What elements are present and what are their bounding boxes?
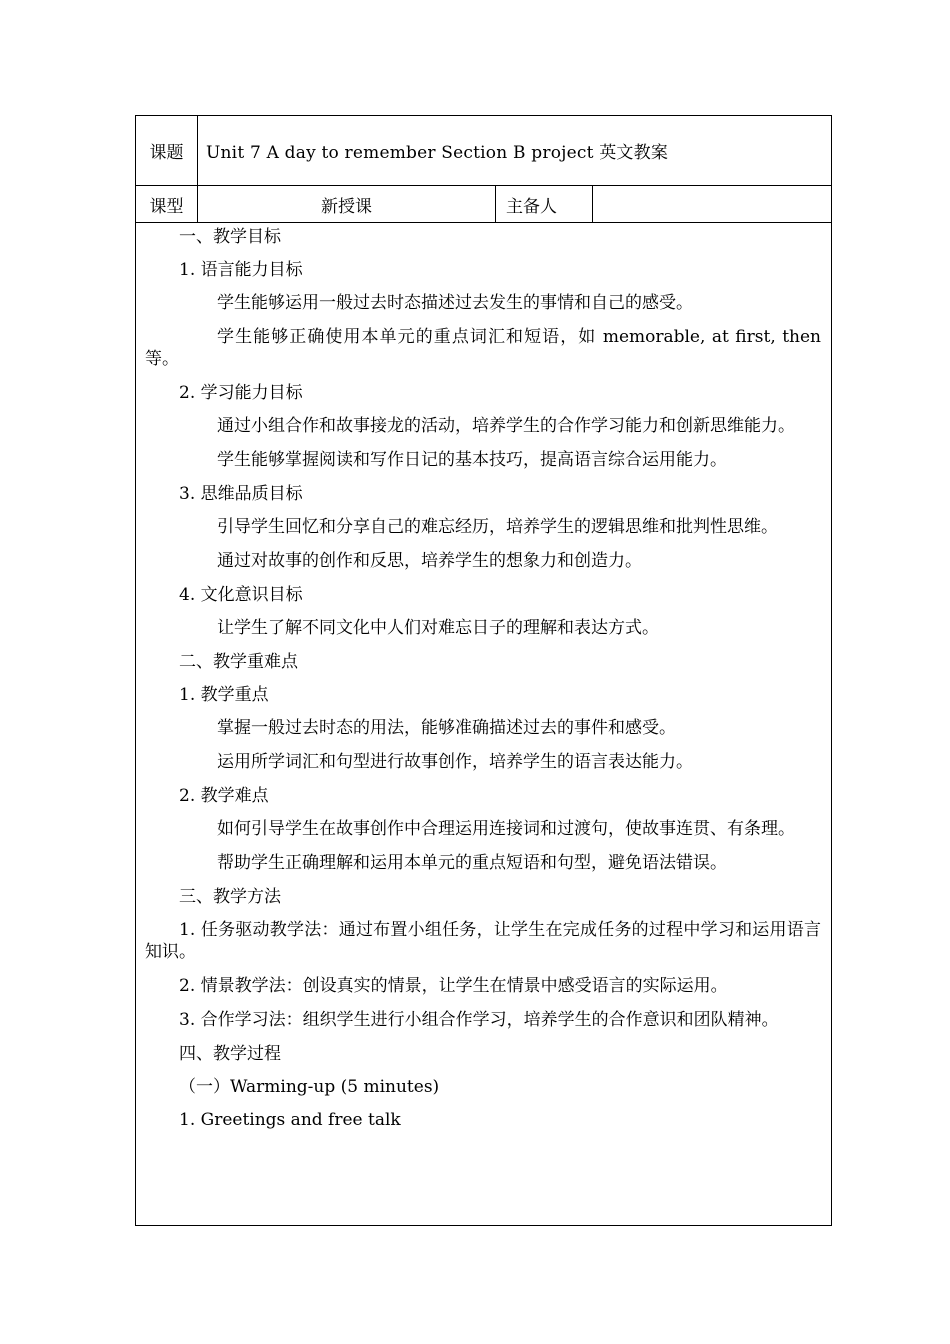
type-value: 新授课 bbox=[198, 186, 496, 222]
preparer-label: 主备人 bbox=[496, 186, 593, 222]
lesson-plan-table bbox=[135, 115, 832, 1226]
paragraph: 引导学生回忆和分享自己的难忘经历，培养学生的逻辑思维和批判性思维。 bbox=[217, 517, 778, 537]
subsection-heading: 1. 语言能力目标 bbox=[179, 260, 303, 280]
paragraph: 学生能够正确使用本单元的重点词汇和短语，如 memorable, at first, then 等。 bbox=[145, 327, 821, 369]
subsection-heading: 1. Greetings and free talk bbox=[179, 1110, 401, 1130]
paragraph: 学生能够掌握阅读和写作日记的基本技巧，提高语言综合运用能力。 bbox=[217, 450, 727, 470]
paragraph: 让学生了解不同文化中人们对难忘日子的理解和表达方式。 bbox=[217, 618, 659, 638]
section-heading: 三、教学方法 bbox=[179, 887, 281, 907]
paragraph: 运用所学词汇和句型进行故事创作，培养学生的语言表达能力。 bbox=[217, 752, 693, 772]
topic-row bbox=[136, 116, 831, 186]
section-heading: 一、教学目标 bbox=[179, 227, 281, 247]
subsection-heading: 1. 教学重点 bbox=[179, 685, 269, 705]
paragraph: 学生能够运用一般过去时态描述过去发生的事情和自己的感受。 bbox=[217, 293, 693, 313]
subsection-heading: 4. 文化意识目标 bbox=[179, 585, 303, 605]
section-heading: 四、教学过程 bbox=[179, 1044, 281, 1064]
paragraph: 如何引导学生在故事创作中合理运用连接词和过渡句，使故事连贯、有条理。 bbox=[217, 819, 795, 839]
topic-value: Unit 7 A day to remember Section B project 英文教案 bbox=[206, 143, 669, 163]
type-row bbox=[136, 186, 831, 223]
type-label: 课型 bbox=[136, 186, 198, 222]
topic-label: 课题 bbox=[136, 116, 198, 185]
paragraph: 帮助学生正确理解和运用本单元的重点短语和句型，避免语法错误。 bbox=[217, 853, 727, 873]
subsection-heading: 3. 思维品质目标 bbox=[179, 484, 303, 504]
preparer-value bbox=[593, 186, 831, 222]
paragraph: 通过对故事的创作和反思，培养学生的想象力和创造力。 bbox=[217, 551, 642, 571]
subsection-heading: 2. 学习能力目标 bbox=[179, 383, 303, 403]
lesson-content bbox=[136, 223, 831, 1225]
section-heading: 二、教学重难点 bbox=[179, 652, 298, 672]
subsection-heading: （一）Warming-up (5 minutes) bbox=[179, 1077, 440, 1097]
method-item: 2. 情景教学法：创设真实的情景，让学生在情景中感受语言的实际运用。 bbox=[179, 976, 728, 996]
method-item: 1. 任务驱动教学法：通过布置小组任务，让学生在完成任务的过程中学习和运用语言知识。 bbox=[145, 920, 821, 962]
paragraph: 通过小组合作和故事接龙的活动，培养学生的合作学习能力和创新思维能力。 bbox=[217, 416, 795, 436]
paragraph: 掌握一般过去时态的用法，能够准确描述过去的事件和感受。 bbox=[217, 718, 676, 738]
subsection-heading: 2. 教学难点 bbox=[179, 786, 269, 806]
method-item: 3. 合作学习法：组织学生进行小组合作学习，培养学生的合作意识和团队精神。 bbox=[179, 1010, 779, 1030]
